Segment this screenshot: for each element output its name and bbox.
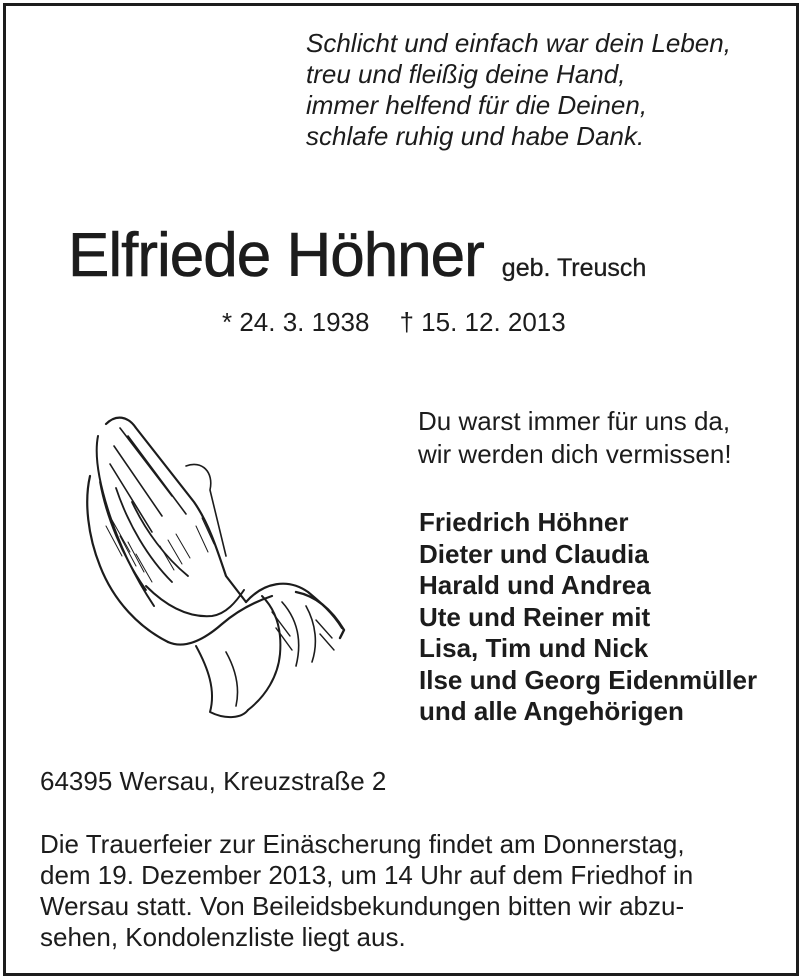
obituary-frame — [3, 3, 799, 976]
praying-hands-icon — [76, 406, 356, 736]
mourner-entry: Harald und Andrea — [419, 570, 651, 600]
deceased-name: Elfriede Höhner — [68, 221, 484, 290]
birth-date: * 24. 3. 1938 — [222, 307, 370, 337]
funeral-notice — [40, 829, 693, 953]
tribute-line: Du warst immer für uns da, — [418, 406, 731, 436]
mourner-entry: und alle Angehörigen — [419, 696, 684, 726]
notice-line: Wersau statt. Von Beileidsbekundungen bitten wir abzu- — [40, 891, 685, 921]
notice-line: dem 19. Dezember 2013, um 14 Uhr auf dem Friedhof in — [40, 860, 694, 890]
verse-line: schlafe ruhig und habe Dank. — [306, 121, 645, 151]
notice-line: sehen, Kondolenzliste liegt aus. — [40, 922, 406, 952]
mourners-list — [419, 507, 757, 728]
mourner-entry: Lisa, Tim und Nick — [419, 633, 649, 663]
mourner-entry: Ute und Reiner mit — [419, 601, 651, 632]
death-date: † 15. 12. 2013 — [399, 307, 566, 337]
verse-line: immer helfend für die Deinen, — [306, 90, 648, 120]
verse-line: treu und fleißig deine Hand, — [306, 59, 626, 89]
notice-line: Die Trauerfeier zur Einäscherung findet am Donnerstag, — [40, 829, 685, 859]
memorial-verse — [306, 28, 731, 152]
address: 64395 Wersau, Kreuzstraße 2 — [40, 766, 387, 796]
tribute-text — [418, 405, 732, 471]
mourner-entry: Friedrich Höhner — [419, 507, 629, 537]
mourner-entry: Dieter und Claudia — [419, 538, 649, 569]
deceased-name-line — [68, 220, 646, 291]
tribute-line: wir werden dich vermissen! — [418, 439, 732, 469]
verse-line: Schlicht und einfach war dein Leben, — [306, 28, 731, 58]
life-dates — [222, 307, 566, 338]
maiden-name: geb. Treusch — [501, 254, 647, 282]
mourner-entry: Ilse und Georg Eidenmüller — [419, 664, 758, 695]
